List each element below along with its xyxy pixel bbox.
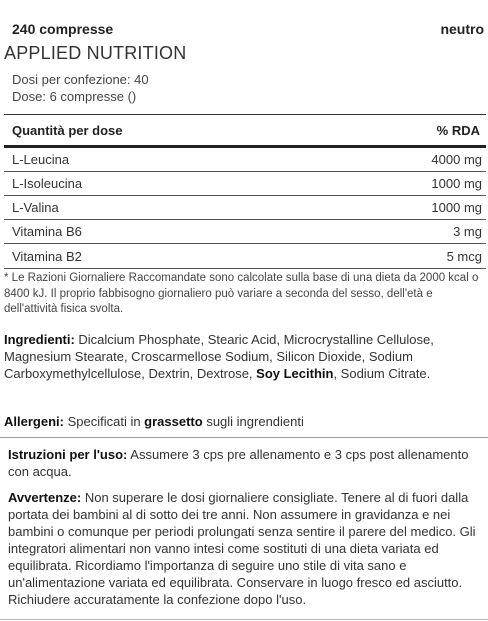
allergens-bold: grassetto (144, 414, 203, 429)
warnings-section (8, 489, 484, 608)
ingredients-section (4, 331, 484, 382)
brand-name: APPLIED NUTRITION (4, 43, 187, 63)
ingredients-text: Dicalcium Phosphate, Stearic Acid, Microcrystalline Cellulose, Magnesium Stearate, Croscarmellose Sodium, Silicon Dioxide, Sodium Carboxymethylcellulose, Dextrin, Dextrose, (4, 332, 434, 381)
row-value: 3 mg (453, 224, 482, 239)
product-header (12, 21, 484, 37)
usage-text: Assumere 3 cps pre allenamento e 3 cps post allenamento con acqua. (8, 447, 469, 479)
ingredients-allergen: Soy Lecithin (256, 366, 334, 381)
allergens-section (4, 413, 484, 430)
row-name: Vitamina B2 (12, 248, 82, 264)
table-row (4, 196, 486, 220)
quantity-label: 240 compresse (12, 21, 114, 37)
ingredients-text-end: , Sodium Citrate. (333, 366, 431, 381)
usage-label: Istruzioni per l'uso: (8, 447, 128, 462)
serving-dose: Dose: 6 compresse () (12, 89, 137, 104)
row-value: 1000 mg (431, 200, 482, 215)
table-row (4, 148, 486, 172)
table-row (4, 220, 486, 244)
row-name: L-Valina (12, 200, 59, 215)
warnings-text: Non superare le dosi giornaliere consigliate. Tenere al di fuori dalla portata dei bambini al di sotto dei tre anni. Non assumere in gravidanza e nei bambini o comunque per periodi prolungati senza sentire il parere del medico. Gli integratori alimentari non vanno intesi come sostituti di una dieta variata ed equilibrata. Ricordiamo l'importanza di seguire uno stile di vita sano e un'alimentazione variata ed equilibrata. Conservare in luogo fresco ed asciutto. Richiudere accuratamente la confezione dopo l'uso. (8, 490, 476, 607)
table-row (4, 172, 486, 196)
row-name: Vitamina B6 (12, 224, 82, 239)
usage-section (8, 446, 478, 480)
row-name: L-Isoleucina (12, 176, 83, 191)
row-value: 4000 mg (431, 152, 482, 167)
section-divider (0, 437, 488, 438)
row-name: L-Leucina (12, 152, 70, 167)
servings-per-pack: Dosi per confezione: 40 (12, 72, 149, 87)
column-header-name: Quantità per dose (12, 122, 123, 138)
nutrition-table (4, 114, 486, 269)
table-row (4, 244, 486, 269)
ingredients-label: Ingredienti: (4, 332, 75, 347)
bottom-divider (0, 619, 488, 620)
row-value: 5 mcg (446, 248, 482, 264)
warnings-label: Avvertenze: (8, 490, 82, 505)
column-header-value: % RDA (436, 122, 480, 138)
allergens-label: Allergeni: (4, 414, 64, 429)
rda-footnote: * Le Razioni Giornaliere Raccomandate sono calcolate sulla base di una dieta da 2000 kcal o 8400 kJ. Il proprio fabbisogno giornaliero può variare a seconda del sesso, dell'età e dell'attività fisica svolta. (4, 272, 479, 315)
allergens-text-end: sugli ingrendienti (202, 414, 304, 429)
allergens-text: Specificati in (63, 414, 145, 429)
row-value: 1000 mg (431, 176, 482, 191)
table-header (4, 115, 486, 148)
servings-info (12, 71, 149, 105)
flavor-label: neutro (440, 21, 484, 37)
